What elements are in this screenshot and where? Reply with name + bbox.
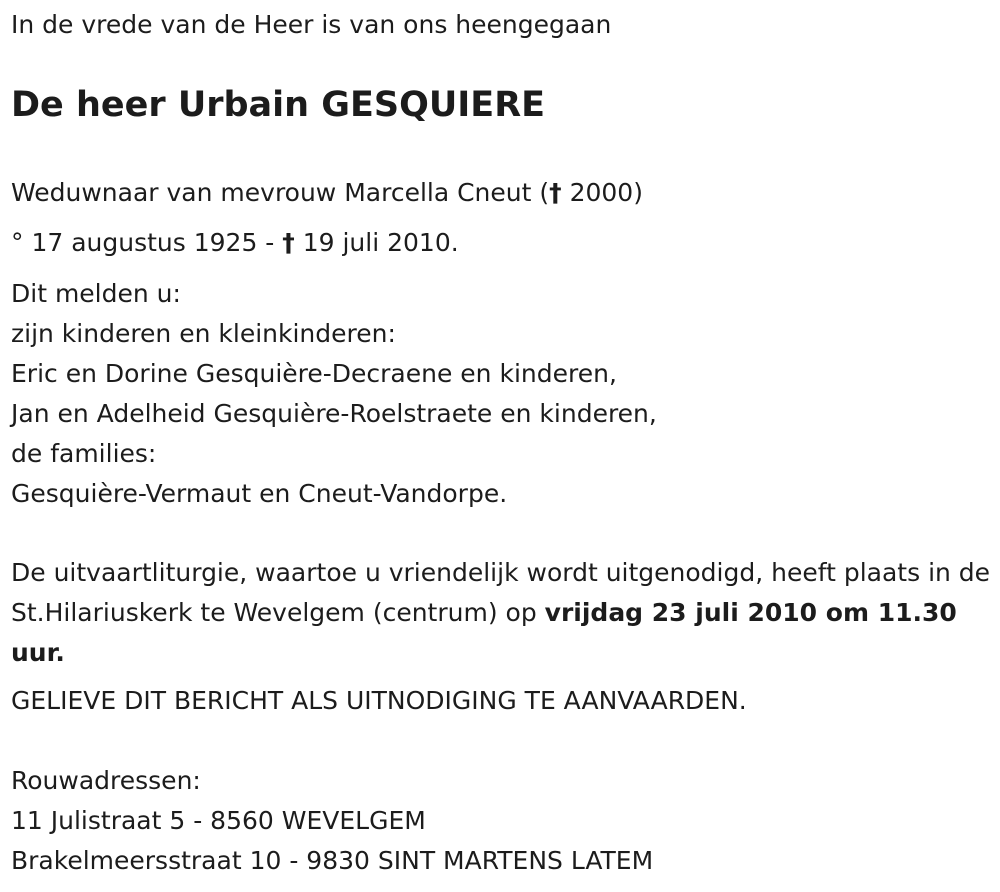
- addresses-block: [11, 761, 653, 881]
- widower-line: [11, 173, 643, 213]
- address-line: Brakelmeersstraat 10 - 9830 SINT MARTENS LATEM: [11, 846, 654, 875]
- death-date: 19 juli 2010.: [294, 228, 459, 257]
- announcement-line: de families:: [11, 439, 157, 468]
- funeral-datetime: vrijdag 23 juli 2010 om 11.30 uur.: [11, 598, 957, 667]
- cross-icon: †: [282, 228, 295, 257]
- address-line: 11 Julistraat 5 - 8560 WEVELGEM: [11, 806, 426, 835]
- funeral-text: De uitvaartliturgie, waartoe u vriendelijk wordt uitgenodigd, heeft plaats in de St.Hilariuskerk te Wevelgem (centrum) op: [11, 558, 991, 627]
- widower-year: 2000): [561, 178, 643, 207]
- announcement-line: Eric en Dorine Gesquière-Decraene en kinderen,: [11, 359, 617, 388]
- addresses-title: Rouwadressen:: [11, 766, 201, 795]
- widower-text: Weduwnaar van mevrouw Marcella Cneut (: [11, 178, 550, 207]
- announcement-line: Jan en Adelheid Gesquière-Roelstraete en kinderen,: [11, 399, 657, 428]
- funeral-paragraph: [11, 553, 991, 673]
- announcement-line: Dit melden u:: [11, 279, 181, 308]
- birth-date: ° 17 augustus 1925 -: [11, 228, 283, 257]
- life-dates: [11, 223, 459, 263]
- announcement-line: zijn kinderen en kleinkinderen:: [11, 319, 396, 348]
- intro-text: In de vrede van de Heer is van ons heengegaan: [11, 10, 612, 39]
- announcement-block: [11, 274, 657, 514]
- cross-icon: †: [549, 178, 562, 207]
- announcement-line: Gesquière-Vermaut en Cneut-Vandorpe.: [11, 479, 508, 508]
- rsvp-notice: GELIEVE DIT BERICHT ALS UITNODIGING TE AANVAARDEN.: [11, 686, 747, 715]
- deceased-name: De heer Urbain GESQUIERE: [11, 85, 546, 125]
